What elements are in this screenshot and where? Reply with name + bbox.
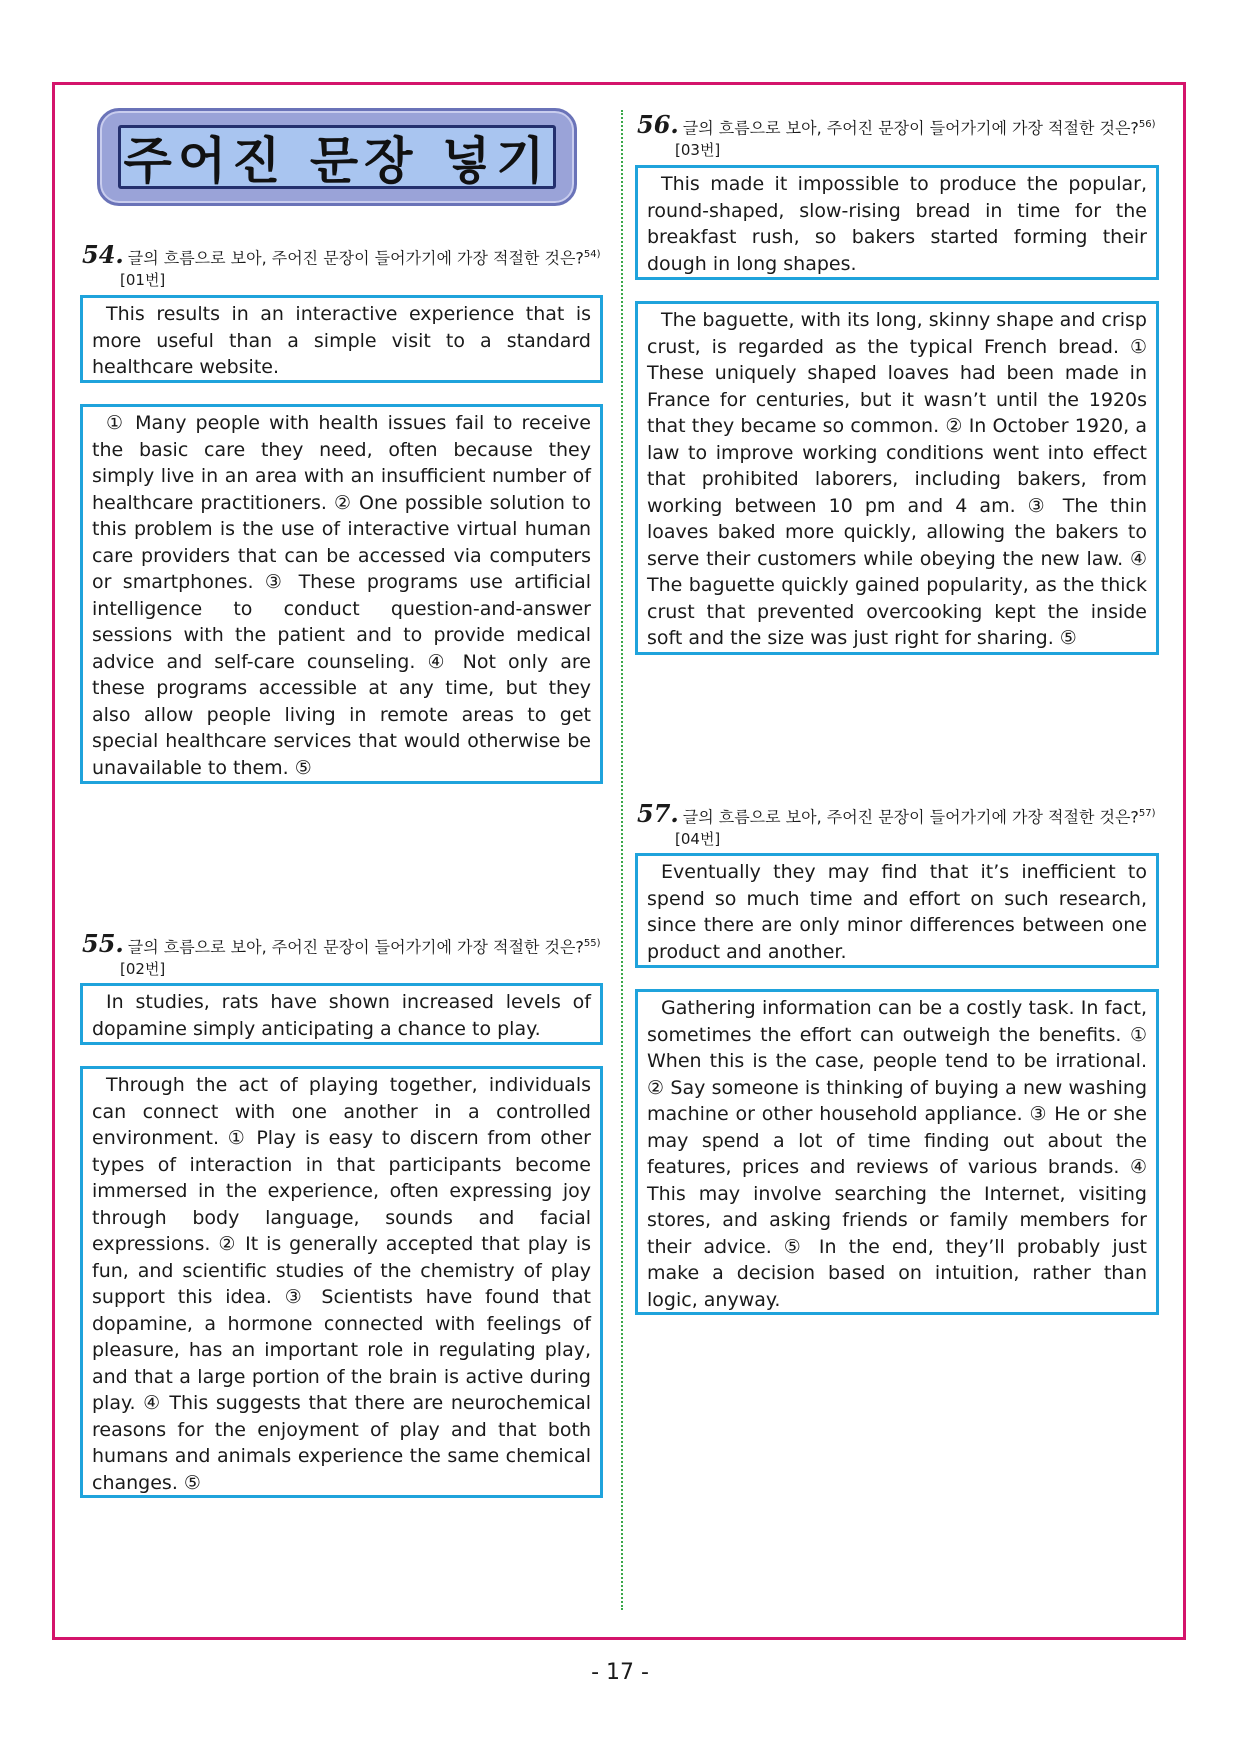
question-ref: 57) xyxy=(1138,808,1156,819)
question-54-passage: ① Many people with health issues fail to receive the basic care they need, often because they simply live in an area with an insufficient number of healthcare practitioners. ② One possible solution to this problem is the use of interactive virtual human care providers that can be accessed via computers or smartphones. ③ These programs use artificial intelligence to conduct question-and-answer sessions with the patient and to provide medical advice and self-care counseling. ④ Not only are these programs accessible at any time, but they also allow people living in remote areas to get special healthcare services that would otherwise be unavailable to them. ⑤ xyxy=(80,404,603,784)
section-title-banner xyxy=(97,108,577,206)
question-57-header xyxy=(637,799,1167,850)
question-number: 54. xyxy=(82,240,124,270)
question-prompt: 글의 흐름으로 보아, 주어진 문장이 들어가기에 가장 적절한 것은? xyxy=(682,118,1139,138)
question-tag: [04번] xyxy=(675,830,721,849)
question-ref: 56) xyxy=(1138,119,1156,130)
question-55-given-sentence: In studies, rats have shown increased levels of dopamine simply anticipating a chance to play. xyxy=(80,983,603,1045)
column-divider xyxy=(621,110,623,1610)
question-prompt: 글의 흐름으로 보아, 주어진 문장이 들어가기에 가장 적절한 것은? xyxy=(127,937,584,957)
question-56-passage: The baguette, with its long, skinny shape and crisp crust, is regarded as the typical French bread. ① These uniquely shaped loaves had been made in France for centuries, but it wasn’t until the 1920s that they became so common. ② In October 1920, a law to improve working conditions went into effect that prohibited laborers, including bakers, from working between 10 pm and 4 am. ③ The thin loaves baked more quickly, allowing the bakers to serve their customers while obeying the new law. ④ The baguette quickly gained popularity, as the thick crust that prevented overcooking kept the inside soft and the size was just right for sharing. ⑤ xyxy=(635,301,1159,655)
question-54-header xyxy=(82,240,602,291)
question-number: 57. xyxy=(637,799,679,829)
page-number: - 17 - xyxy=(591,1660,649,1685)
question-number: 56. xyxy=(637,110,679,140)
question-57-passage: Gathering information can be a costly task. In fact, sometimes the effort can outweigh the benefits. ① When this is the case, people tend to be irrational. ② Say someone is thinking of buying a new washing machine or other household appliance. ③ He or she may spend a lot of time finding out about the features, prices and reviews of various brands. ④ This may involve searching the Internet, visiting stores, and asking friends or family members for their advice. ⑤ In the end, they’ll probably just make a decision based on intuition, rather than logic, anyway. xyxy=(635,989,1159,1315)
question-56-given-sentence: This made it impossible to produce the popular, round-shaped, slow-rising bread in time for the breakfast rush, so bakers started forming their dough in long shapes. xyxy=(635,165,1159,280)
question-prompt: 글의 흐름으로 보아, 주어진 문장이 들어가기에 가장 적절한 것은? xyxy=(682,807,1139,827)
question-55-header xyxy=(82,929,602,980)
question-tag: [02번] xyxy=(120,960,166,979)
section-title: 주어진 문장 넣기 xyxy=(118,125,556,189)
question-57-given-sentence: Eventually they may find that it’s inefficient to spend so much time and effort on such research, since there are only minor differences between one product and another. xyxy=(635,853,1159,968)
question-number: 55. xyxy=(82,929,124,959)
question-56-header xyxy=(637,110,1167,161)
question-prompt: 글의 흐름으로 보아, 주어진 문장이 들어가기에 가장 적절한 것은? xyxy=(127,248,584,268)
question-tag: [03번] xyxy=(675,141,721,160)
question-54-given-sentence: This results in an interactive experience that is more useful than a simple visit to a standard healthcare website. xyxy=(80,295,603,383)
question-ref: 55) xyxy=(583,938,601,949)
question-55-passage: Through the act of playing together, individuals can connect with one another in a controlled environment. ① Play is easy to discern from other types of interaction in that participants become immersed in the experience, often expressing joy through body language, sounds and facial expressions. ② It is generally accepted that play is fun, and scientific studies of the chemistry of play support this idea. ③ Scientists have found that dopamine, a hormone connected with feelings of pleasure, has an important role in regulating play, and that a large portion of the brain is active during play. ④ This suggests that there are neurochemical reasons for the enjoyment of play and that both humans and animals experience the same chemical changes. ⑤ xyxy=(80,1066,603,1498)
question-ref: 54) xyxy=(583,249,601,260)
question-tag: [01번] xyxy=(120,271,166,290)
